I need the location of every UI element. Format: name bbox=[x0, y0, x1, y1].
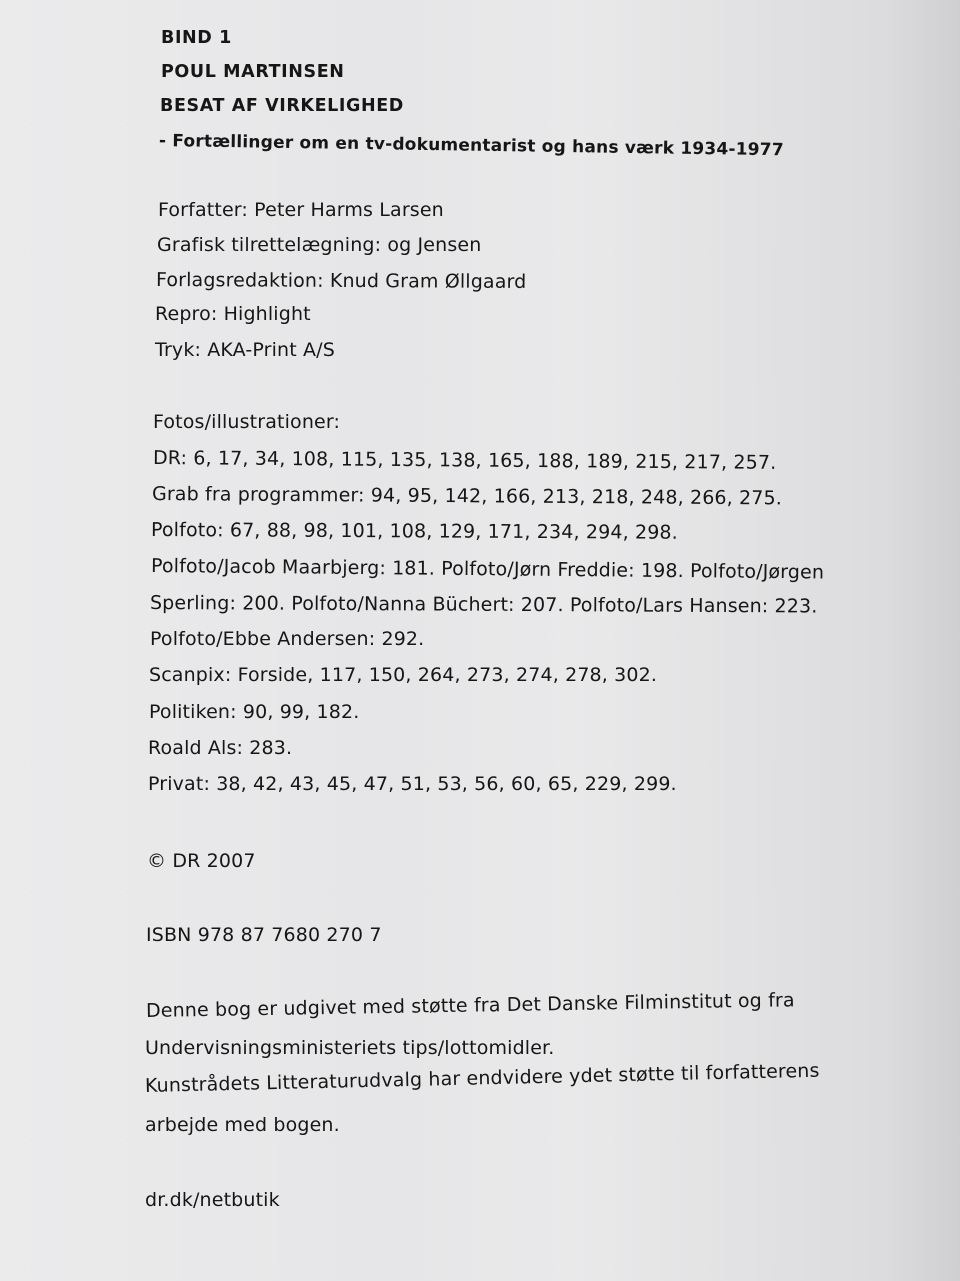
photos-line-roald-als: Roald Als: 283. bbox=[148, 737, 293, 759]
photos-heading: Fotos/illustrationer: bbox=[153, 411, 341, 433]
support-line-3: Kunstrådets Litteraturudvalg har endvidere ydet støtte til forfatterens bbox=[144, 1059, 820, 1097]
shop-link[interactable]: dr.dk/netbutik bbox=[145, 1189, 280, 1211]
photos-line-polfoto: Polfoto: 67, 88, 98, 101, 108, 129, 171, 234, 294, 298. bbox=[150, 519, 678, 544]
photos-line-polfoto-named-1: Polfoto/Jacob Maarbjerg: 181. Polfoto/Jørn Freddie: 198. Polfoto/Jørgen bbox=[150, 555, 825, 584]
print-credit: Tryk: AKA-Print A/S bbox=[155, 339, 335, 361]
design-credit: Grafisk tilrettelægning: og Jensen bbox=[157, 234, 482, 256]
photos-line-polfoto-named-3: Polfoto/Ebbe Andersen: 292. bbox=[150, 628, 425, 650]
repro-credit: Repro: Highlight bbox=[155, 303, 311, 325]
photos-line-polfoto-named-2: Sperling: 200. Polfoto/Nanna Büchert: 207. Polfoto/Lars Hansen: 223. bbox=[149, 592, 818, 618]
photos-line-scanpix: Scanpix: Forside, 117, 150, 264, 273, 274, 278, 302. bbox=[149, 664, 658, 686]
isbn-number: ISBN 978 87 7680 270 7 bbox=[146, 924, 382, 946]
photos-line-politiken: Politiken: 90, 99, 182. bbox=[149, 701, 360, 723]
author-credit: Forfatter: Peter Harms Larsen bbox=[158, 199, 444, 221]
photos-line-dr: DR: 6, 17, 34, 108, 115, 135, 138, 165, 188, 189, 215, 217, 257. bbox=[152, 447, 777, 474]
person-name: POUL MARTINSEN bbox=[161, 62, 345, 82]
support-line-1: Denne bog er udgivet med støtte fra Det Danske Filminstitut og fra bbox=[145, 989, 795, 1022]
book-title: BESAT AF VIRKELIGHED bbox=[160, 96, 404, 116]
editor-credit: Forlagsredaktion: Knud Gram Øllgaard bbox=[155, 269, 527, 293]
book-subtitle: - Fortællinger om en tv-dokumentarist og hans værk 1934-1977 bbox=[158, 131, 784, 161]
copyright-notice: © DR 2007 bbox=[147, 850, 256, 872]
volume-label: BIND 1 bbox=[161, 28, 232, 48]
photos-line-grab: Grab fra programmer: 94, 95, 142, 166, 213, 218, 248, 266, 275. bbox=[151, 483, 783, 510]
support-line-2: Undervisningsministeriets tips/lottomidler. bbox=[145, 1037, 555, 1059]
photos-line-privat: Privat: 38, 42, 43, 45, 47, 51, 53, 56, 60, 65, 229, 299. bbox=[148, 773, 677, 795]
support-line-4: arbejde med bogen. bbox=[145, 1114, 340, 1136]
